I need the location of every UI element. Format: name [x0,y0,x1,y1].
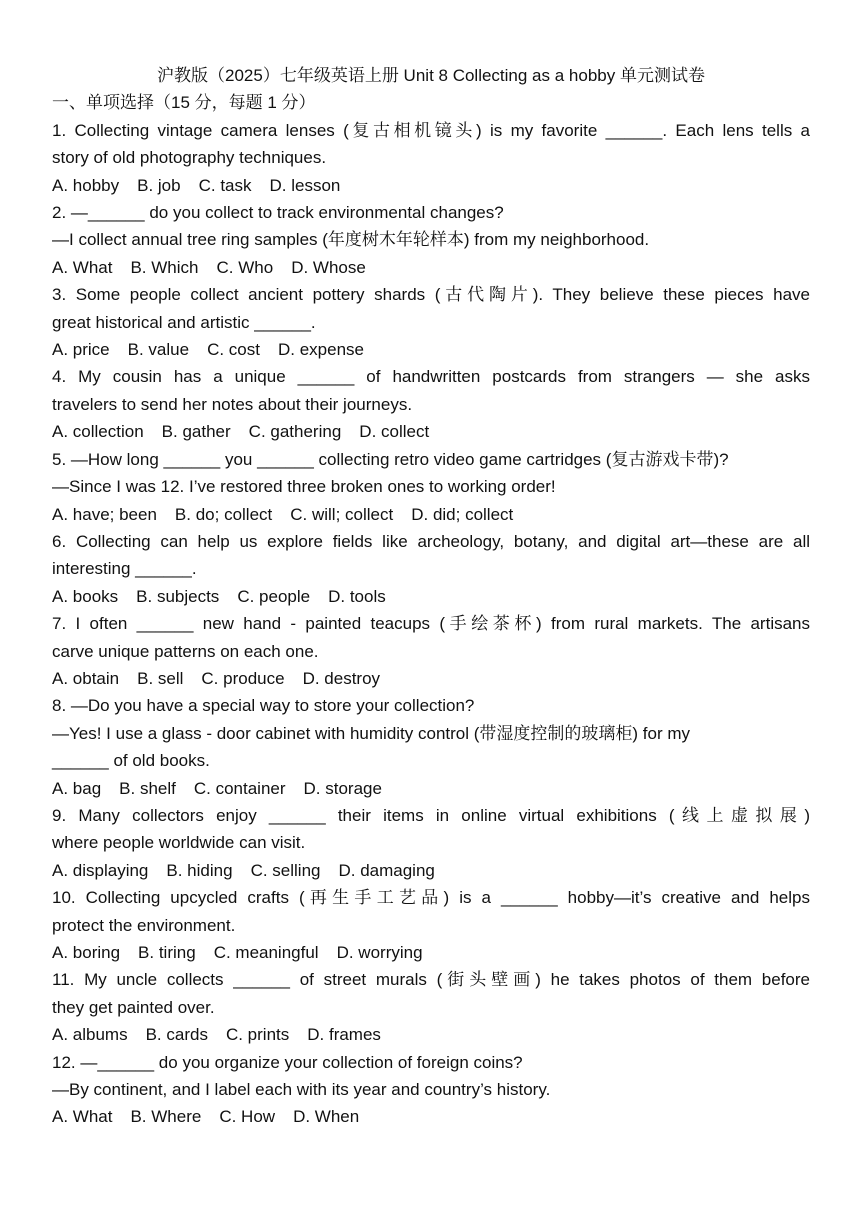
answer-option: C. produce [201,668,285,688]
answer-options [52,1103,810,1130]
question-text-line: 11. My uncle collects ______ of street murals (街头壁画) he takes photos of them before [52,970,810,990]
question-text-line: 3. Some people collect ancient pottery shards (古代陶片). They believe these pieces have [52,285,810,305]
question-text-line: 9. Many collectors enjoy ______ their items in online virtual exhibitions (线上虚拟展) [52,805,810,825]
answer-option: D. Whose [291,257,366,277]
answer-option: D. When [293,1107,360,1127]
question-text-line: protect the environment. [52,915,236,935]
question-text-line: ______ of old books. [52,751,210,771]
answer-options [52,583,810,610]
answer-option: A. boring [52,943,121,962]
answer-option: C. people [237,586,311,606]
answer-options [52,775,810,802]
question-item [52,199,810,281]
answer-option: A. price [52,340,110,360]
answer-options [52,172,810,199]
answer-option: C. Who [216,257,274,277]
question-text-line: 7. I often ______ new hand - painted teacups (手绘茶杯) from rural markets. The artisans [52,614,810,634]
question-list [52,117,810,1131]
question-text-line: where people worldwide can visit. [52,833,306,853]
answer-option: A. have; been [52,504,157,524]
answer-option: C. selling [250,860,321,880]
answer-option: D. damaging [338,860,435,880]
answer-option: D. worrying [336,943,423,962]
question-text-line: —Yes! I use a glass - door cabinet with humidity control (带湿度控制的玻璃柜) for my [52,723,691,743]
answer-option: D. destroy [302,668,381,688]
question-item [52,1049,810,1131]
question-text-line: 4. My cousin has a unique ______ of handwritten postcards from strangers — she asks [52,367,810,387]
answer-options [52,939,810,966]
answer-option: D. storage [303,778,382,798]
answer-options [52,857,810,884]
answer-option: B. tiring [138,943,196,962]
answer-option: D. frames [307,1025,381,1045]
answer-option: C. will; collect [290,504,394,524]
answer-option: A. albums [52,1025,128,1045]
question-item [52,528,810,610]
question-item [52,610,810,692]
answer-option: A. What [52,1107,113,1127]
answer-option: B. subjects [136,586,220,606]
document-page [52,62,810,1131]
answer-option: B. hiding [166,860,233,880]
answer-options [52,665,810,692]
answer-option: D. lesson [269,175,341,195]
question-text-line: carve unique patterns on each one. [52,641,319,661]
answer-option: B. value [127,340,190,360]
answer-option: A. obtain [52,668,120,688]
question-text-line: 10. Collecting upcycled crafts (再生手工艺品) is a ______ hobby—it’s creative and helps [52,888,810,908]
question-item [52,966,810,1048]
answer-option: B. gather [161,422,231,442]
answer-option: D. tools [328,586,386,606]
answer-option: B. job [137,175,181,195]
document-title: 沪教版（2025）七年级英语上册 Unit 8 Collecting as a hobby 单元测试卷 [157,66,705,85]
question-text-line: —Since I was 12. I’ve restored three broken ones to working order! [52,477,556,497]
answer-options [52,254,810,281]
section-heading: 一、单项选择（15 分，每题 1 分） [52,93,316,113]
answer-option: D. collect [359,422,430,442]
answer-option: A. What [52,257,113,277]
answer-option: B. sell [137,668,184,688]
question-text-line: 6. Collecting can help us explore fields like archeology, botany, and digital art—these are all [52,531,810,551]
answer-option: C. task [198,175,252,195]
question-text-line: 1. Collecting vintage camera lenses (复古相机镜头) is my favorite ______. Each lens tells a [52,120,810,140]
question-text-line: they get painted over. [52,997,215,1017]
question-text-line: travelers to send her notes about their journeys. [52,394,413,414]
answer-option: A. displaying [52,860,149,880]
answer-option: B. do; collect [174,504,273,524]
answer-option: A. collection [52,422,144,442]
question-text-line: great historical and artistic ______. [52,312,316,332]
answer-option: B. Where [130,1107,202,1127]
answer-option: B. Which [130,257,199,277]
question-text-line: 2. —______ do you collect to track environmental changes? [52,203,504,223]
question-text-line: 8. —Do you have a special way to store your collection? [52,696,475,716]
question-text-line: story of old photography techniques. [52,148,327,168]
question-text-line: interesting ______. [52,559,197,579]
answer-option: A. books [52,586,119,606]
question-item [52,363,810,445]
question-text-line: 12. —______ do you organize your collection of foreign coins? [52,1052,523,1072]
answer-option: D. did; collect [411,504,514,524]
question-text-line: 5. —How long ______ you ______ collecting retro video game cartridges (复古游戏卡带)? [52,449,729,469]
question-item [52,802,810,884]
answer-option: B. cards [145,1025,208,1045]
question-item [52,692,810,802]
question-item [52,281,810,363]
answer-options [52,336,810,363]
answer-options [52,1021,810,1048]
question-item [52,446,810,528]
question-item [52,117,810,199]
answer-options [52,418,810,445]
question-item [52,884,810,966]
question-text-line: —By continent, and I label each with its year and country’s history. [52,1080,551,1100]
answer-option: C. meaningful [213,943,319,962]
question-text-line: —I collect annual tree ring samples (年度树木年轮样本) from my neighborhood. [52,230,650,250]
answer-option: C. container [193,778,286,798]
answer-option: C. How [219,1107,276,1127]
answer-option: B. shelf [119,778,176,798]
answer-option: C. prints [225,1025,290,1045]
answer-option: A. bag [52,778,102,798]
answer-option: D. expense [277,340,364,360]
answer-option: C. gathering [248,422,342,442]
answer-option: A. hobby [52,175,120,195]
answer-options [52,501,810,528]
answer-option: C. cost [207,340,260,360]
